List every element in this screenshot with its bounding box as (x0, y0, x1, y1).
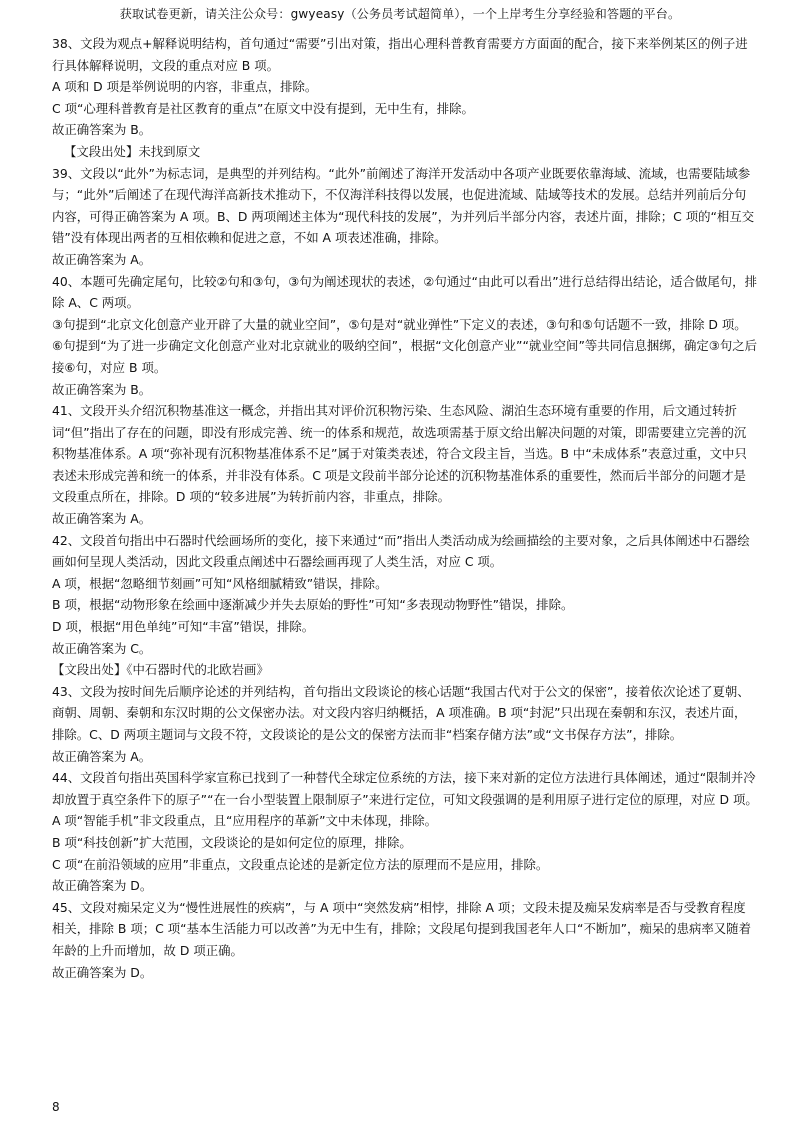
paragraph-q44-answer: 故正确答案为 D。 (52, 878, 153, 894)
paragraph-q45-analysis: 45、文段对痴呆定义为“慢性进展性的疾病”，与 A 项中“突然发病”相悖，排除 A 项；文段未提及痴呆发病率是否与受教育程度相关，排除 B 项；C 项“基本生活能力可以改善”为无中生有，排除；文段尾句提到我国老年人口“不断加”，痴呆的患病率又随着年龄的上升而增加，故 D 项正确。 (52, 899, 751, 958)
paragraph-q43-answer: 故正确答案为 A。 (52, 748, 152, 764)
paragraph-q39-answer: 故正确答案为 A。 (52, 251, 152, 267)
paragraph-q40-analysis: 40、本题可先确定尾句，比较②句和③句，③句为阐述现状的表述，②句通过“由此可以看出”进行总结得出结论，适合做尾句，排除 A、C 两项。 (52, 273, 757, 311)
paragraph-q39-analysis: 39、文段以“此外”为标志词，是典型的并列结构。“此外”前阐述了海洋开发活动中各项产业既要依靠海域、流域，也需要陆域参与；“此外”后阐述了在现代海洋高新技术推动下，不仅海洋科技得以发展，也促进流域、陆域等技术的发展。总结并列前后分句内容，可得正确答案为 A 项。B、D 两项阐述主体为“现代科技的发展”，为并列后半部分内容，表述片面，排除；C 项的“相互交错”没有体现出两者的互相依赖和促进之意，不如 A 项表述准确，排除。 (52, 165, 755, 246)
paragraph-q45-answer: 故正确答案为 D。 (52, 964, 153, 980)
paragraph-q38-option-ad: A 项和 D 项是举例说明的内容，非重点，排除。 (52, 79, 318, 95)
paragraph-q42-option-d: D 项，根据“用色单纯”可知“丰富”错误，排除。 (52, 619, 315, 635)
paragraph-q42-source: 【文段出处】《中石器时代的北欧岩画》 (52, 662, 269, 678)
paragraph-q44-analysis: 44、文段首句指出英国科学家宣称已找到了一种替代全球定位系统的方法，接下来对新的定位方法进行具体阐述，通过“限制并冷却放置于真空条件下的原子”“在一台小型装置上限制原子”来进行定位，可知文段强调的是利用原子进行定位的原理，对应 D 项。 (52, 770, 758, 807)
paragraph-q44-option-a: A 项“智能手机”非文段重点，且“应用程序的革新”文中未体现，排除。 (52, 813, 438, 829)
page-number: 8 (52, 1100, 60, 1114)
answer-explanations (52, 33, 758, 983)
paragraph-q43-analysis: 43、文段为按时间先后顺序论述的并列结构，首句指出文段谈论的核心话题“我国古代对于公文的保密”，接着依次论述了夏朝、商朝、周朝、秦朝和东汉时期的公文保密办法。对文段内容归纳概括，A 项准确。B 项“封泥”只出现在秦朝和东汉，表述片面，排除。C、D 两项主题词与文段不符，文段谈论的是公文的保密方法而非“档案存储方法”或“文书保存方法”，排除。 (52, 683, 750, 742)
paragraph-q38-answer: 故正确答案为 B。 (52, 122, 152, 138)
header-notice: 获取试卷更新，请关注公众号：gwyeasy（公务员考试超简单），一个上岸考生分享经验和答题的平台。 (119, 7, 681, 21)
paragraph-q44-option-b: B 项“科技创新”扩大范围，文段谈论的是如何定位的原理，排除。 (52, 834, 412, 850)
paragraph-q38-analysis: 38、文段为观点+解释说明结构，首句通过“需要”引出对策，指出心理科普教育需要方方面面的配合，接下来举例某区的例子进行具体解释说明，文段的重点对应 B 项。 (52, 36, 748, 73)
paragraph-q40-sentence3: ③句提到“北京文化创意产业开辟了大量的就业空间”，⑤句是对“就业弹性”下定义的表述，③句和⑤句话题不一致，排除 D 项。 (52, 316, 747, 332)
paragraph-q42-answer: 故正确答案为 C。 (52, 640, 152, 656)
paragraph-q38-option-c: C 项“心理科普教育是社区教育的重点”在原文中没有提到，无中生有，排除。 (52, 100, 474, 116)
paragraph-q41-answer: 故正确答案为 A。 (52, 511, 152, 527)
paragraph-q41-analysis: 41、文段开头介绍沉积物基准这一概念，并指出其对评价沉积物污染、生态风险、湖泊生态环境有重要的作用，后文通过转折词“但”指出了存在的问题，即没有形成完善、统一的体系和规范，故选项需基于原文给出解决问题的对策，即需要建立完善的沉积物基准体系。A 项“弥补现有沉积物基准体系不足”属于对策类表述，符合文段主旨，当选。B 中“未成体系”表意过重，文中只表述未形成完善和统一的体系，并非没有体系。C 项是文段前半部分论述的沉积物基准体系的重要性，然而后半部分的问题才是文段重点所在，排除。D 项的“较多进展”为转折前内容，非重点，排除。 (52, 403, 747, 505)
paragraph-q42-option-a: A 项，根据“忽略细节刻画”可知“风格细腻精致”错误，排除。 (52, 575, 388, 591)
paragraph-q38-source: 【文段出处】未找到原文 (64, 143, 201, 159)
paragraph-q42-analysis: 42、文段首句指出中石器时代绘画场所的变化，接下来通过“而”指出人类活动成为绘画描绘的主要对象，之后具体阐述中石器绘画如何呈现人类活动，因此文段重点阐述中石器绘画再现了人类生活，对应 C 项。 (52, 532, 750, 570)
paragraph-q44-option-c: C 项“在前沿领域的应用”非重点，文段重点论述的是新定位方法的原理而不是应用，排除。 (52, 856, 549, 872)
paragraph-q42-option-b: B 项，根据“动物形象在绘画中逐渐减少并失去原始的野性”可知“多表现动物野性”错误，排除。 (52, 597, 574, 613)
paragraph-q40-answer: 故正确答案为 B。 (52, 381, 152, 397)
paragraph-q40-sentence6: ⑥句提到“为了进一步确定文化创意产业对北京就业的吸纳空间”，根据“文化创意产业”“就业空间”等共同信息捆绑，确定③句之后接⑥句，对应 B 项。 (52, 338, 758, 375)
